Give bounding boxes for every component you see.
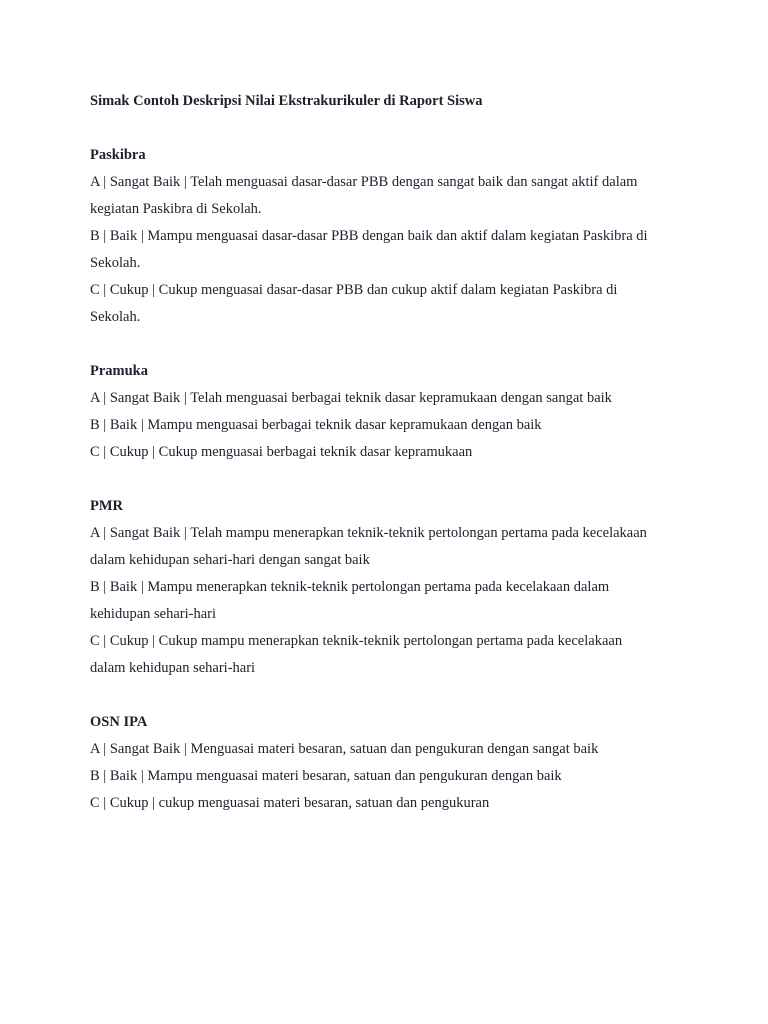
description-line: C | Cukup | cukup menguasai materi besaran, satuan dan pengukuran [90, 795, 490, 811]
description-line: kehidupan sehari-hari [90, 606, 217, 622]
description-line: Sekolah. [90, 309, 141, 325]
description-line: dalam kehidupan sehari-hari [90, 660, 256, 676]
section-heading: OSN IPA [90, 714, 148, 730]
section-heading: Pramuka [90, 363, 148, 379]
section-heading: Paskibra [90, 147, 146, 163]
section-heading: PMR [90, 498, 124, 514]
description-line: A | Sangat Baik | Telah mampu menerapkan teknik-teknik pertolongan pertama pada kecelakaan [90, 525, 647, 541]
description-line: A | Sangat Baik | Menguasai materi besaran, satuan dan pengukuran dengan sangat baik [90, 741, 599, 757]
description-line: B | Baik | Mampu menguasai materi besaran, satuan dan pengukuran dengan baik [90, 768, 562, 784]
description-line: C | Cukup | Cukup mampu menerapkan teknik-teknik pertolongan pertama pada kecelakaan [90, 633, 623, 649]
description-line: kegiatan Paskibra di Sekolah. [90, 201, 262, 217]
section-pramuka [90, 358, 690, 466]
description-line: A | Sangat Baik | Telah menguasai berbagai teknik dasar kepramukaan dengan sangat baik [90, 390, 612, 406]
description-line: B | Baik | Mampu menerapkan teknik-teknik pertolongan pertama pada kecelakaan dalam [90, 579, 610, 595]
description-line: A | Sangat Baik | Telah menguasai dasar-dasar PBB dengan sangat baik dan sangat aktif dalam [90, 174, 638, 190]
description-line: B | Baik | Mampu menguasai berbagai teknik dasar kepramukaan dengan baik [90, 417, 542, 433]
description-line: B | Baik | Mampu menguasai dasar-dasar PBB dengan baik dan aktif dalam kegiatan Paskibra di [90, 228, 648, 244]
document-page [90, 88, 690, 817]
description-line: C | Cukup | Cukup menguasai berbagai teknik dasar kepramukaan [90, 444, 473, 460]
section-pmr [90, 493, 690, 682]
description-line: dalam kehidupan sehari-hari dengan sangat baik [90, 552, 370, 568]
description-line: C | Cukup | Cukup menguasai dasar-dasar PBB dan cukup aktif dalam kegiatan Paskibra di [90, 282, 618, 298]
document-title: Simak Contoh Deskripsi Nilai Ekstrakurikuler di Raport Siswa [90, 93, 483, 109]
section-osn-ipa [90, 709, 690, 817]
description-line: Sekolah. [90, 255, 141, 271]
section-paskibra [90, 142, 690, 331]
